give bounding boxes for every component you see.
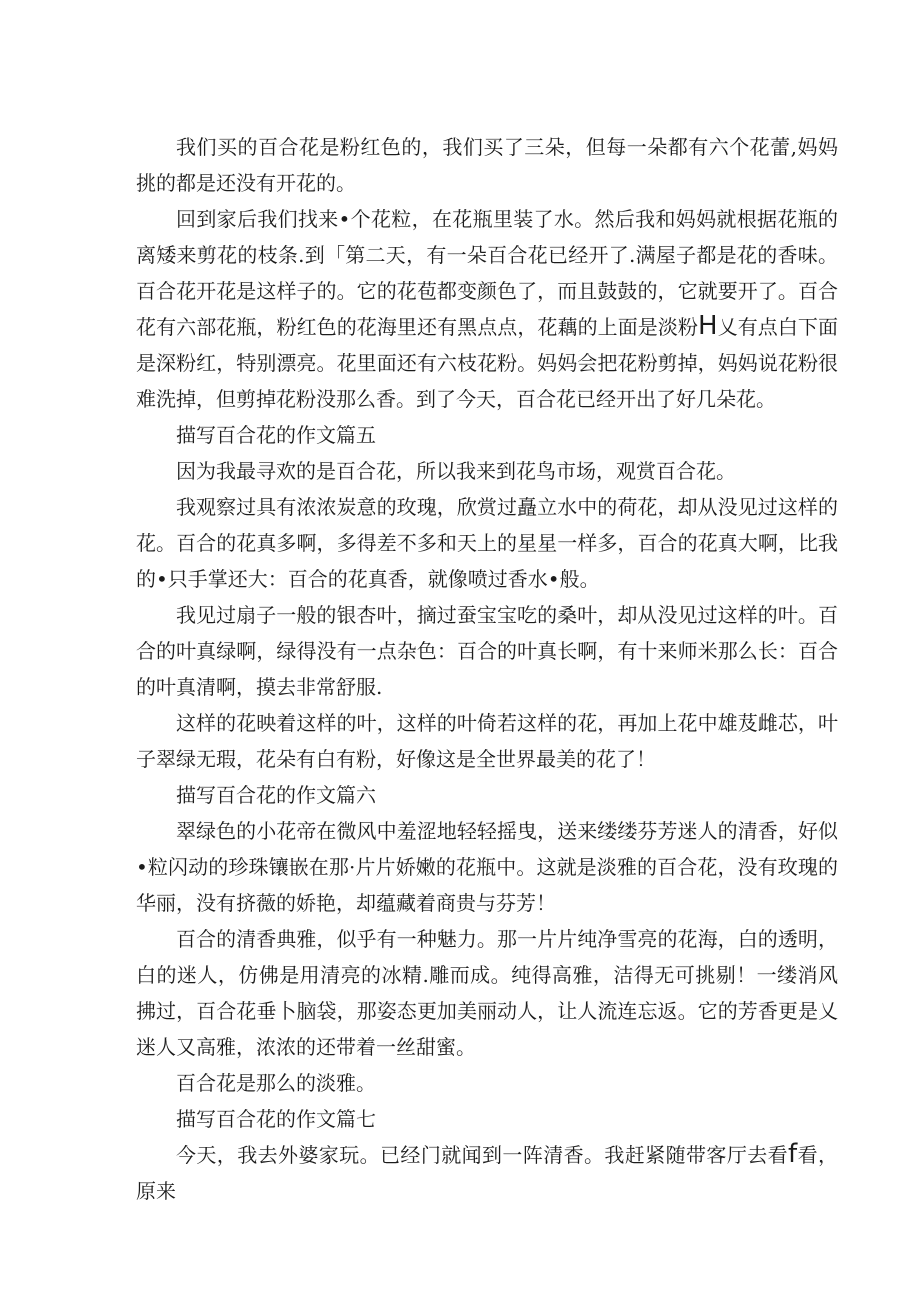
paragraph-grandma-house	[136, 1137, 838, 1209]
heading-essay-seven	[136, 1101, 838, 1137]
latin-glyph-run: H	[698, 311, 718, 341]
paragraph-most-beautiful	[136, 705, 838, 777]
text-run: 我观察过具有浓浓炭意的玫瑰，欣赏过矗立水中的荷花，却从没见过这样的花。百合的花真多啊，多得差不多和天上的星星一样多，百合的花真大啊，比我的•只手掌还大：百合的花真香，就像喷过香水•般。	[136, 495, 838, 591]
paragraph-leaf-praise	[136, 597, 838, 705]
text-run: 描写百合花的作文篇七	[176, 1107, 376, 1131]
text-run: 看，原来	[136, 1143, 839, 1203]
text-run: 这样的花映着这样的叶，这样的叶倚若这样的花，再加上花中雄芨雌芯，叶子翠绿无瑕，花朵有白有粉，好像这是全世界最美的花了！	[136, 711, 838, 771]
text-run: 描写百合花的作文篇五	[176, 423, 376, 447]
paragraph-elegant-lily	[136, 813, 838, 921]
text-run: 回到家后我们找来•个花粒，在花瓶里装了水。然后我和妈妈就根据花瓶的离矮来剪花的枝条.到「第二天，有一朵百合花已经开了.满屋子都是花的香味。百合花开花是这样子的。它的花苞都变颜色了，而且鼓鼓的，它就要开了。百合花有六部花瓶，粉红色的花海里还有黑点点，花藕的上面是淡粉	[136, 207, 838, 339]
text-run: 今天，我去外婆家玩。已经门就闻到一阵清香。我赶紧随带客厅去看	[176, 1143, 789, 1167]
text-run: 我们买的百合花是粉红色的，我们买了三朵，但每一朵都有六个花蕾,妈妈挑的都是还没有开花的。	[136, 135, 838, 195]
paragraph-flower-praise	[136, 489, 838, 597]
text-run: 因为我最寻欢的是百合花，所以我来到花鸟市场，观赏百合花。	[176, 459, 736, 483]
text-run: 描写百合花的作文篇六	[176, 783, 376, 807]
text-run: 乂有点白下面是深粉红，特别漂亮。花里面还有六枝花粉。妈妈会把花粉剪掉，妈妈说花粉很难洗掉，但剪掉花粉没那么香。到了今天，百合花已经开出了好几朵花。	[136, 315, 839, 411]
text-run: 翠绿色的小花帝在微风中羞涩地轻轻摇曳，送来缕缕芬芳迷人的清香，好似•粒闪动的珍珠镶嵌在那·片片娇嫩的花瓶中。这就是淡雅的百合花，没有玫瑰的华丽，没有挤薇的娇艳，却蕴藏着商贵与芬芳！	[136, 819, 838, 915]
paragraph-so-elegant	[136, 1065, 838, 1101]
paragraph-vase-and-bloom	[136, 201, 838, 417]
paragraph-flower-market	[136, 453, 838, 489]
paragraph-fragrance	[136, 921, 838, 1065]
text-run: 百合花是那么的淡雅。	[176, 1071, 376, 1095]
latin-glyph-run: f	[788, 1139, 798, 1169]
heading-essay-six	[136, 777, 838, 813]
heading-essay-five	[136, 417, 838, 453]
paragraph-lily-purchase	[136, 129, 838, 201]
text-run: 我见过扇子一般的银杏叶，摘过蚕宝宝吃的桑叶，却从没见过这样的叶。百合的叶真绿啊，绿得没有一点杂色：百合的叶真长啊，有十来师米那么长：百合的叶真清啊，摸去非常舒服.	[136, 603, 838, 699]
text-run: 百合的清香典雅，似乎有一种魅力。那一片片纯净雪亮的花海，白的透明，白的迷人，仿佛是用清亮的冰精.雕而成。纯得高雅，洁得无可挑剔！一缕消风拂过，百合花垂卜脑袋，那姿态更加美丽动人，让人流连忘返。它的芳香更是乂迷人又高雅，浓浓的还带着一丝甜蜜。	[136, 927, 838, 1059]
